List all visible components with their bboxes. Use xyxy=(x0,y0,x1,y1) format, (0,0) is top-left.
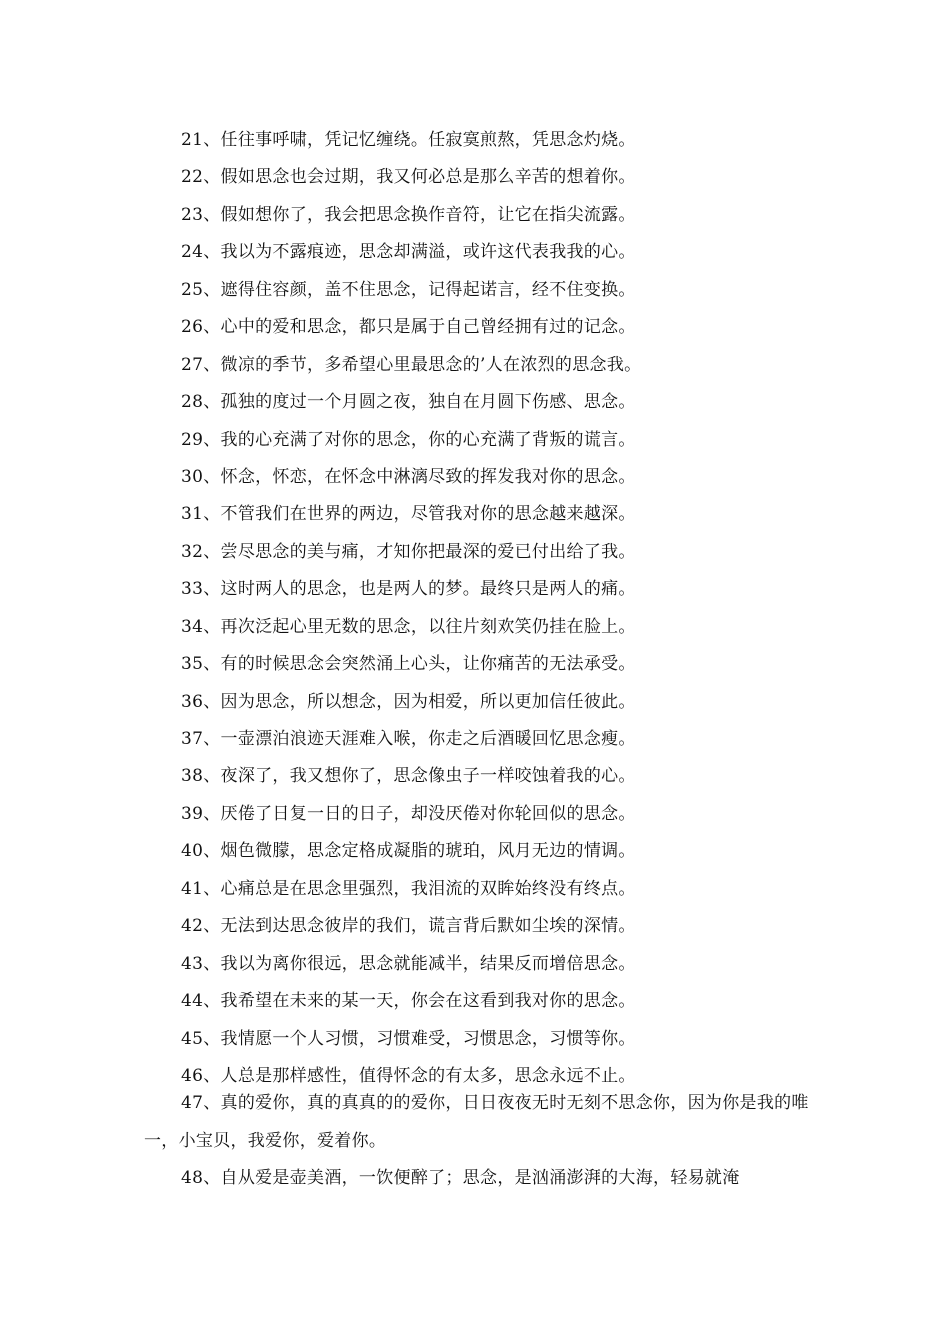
quote-line-33: 33、这时两人的思念，也是两人的梦。最终只是两人的痛。 xyxy=(181,579,636,600)
quote-line-39: 39、厌倦了日复一日的日子，却没厌倦对你轮回似的思念。 xyxy=(181,803,636,824)
quote-line-31: 31、不管我们在世界的两边，尽管我对你的思念越来越深。 xyxy=(181,504,636,525)
quote-line-26: 26、心中的爱和思念，都只是属于自己曾经拥有过的记念。 xyxy=(181,317,636,338)
quote-line-45: 45、我情愿一个人习惯，习惯难受，习惯思念，习惯等你。 xyxy=(181,1028,636,1049)
quote-line-22: 22、假如思念也会过期，我又何必总是那么辛苦的想着你。 xyxy=(181,167,636,188)
quote-line-36: 36、因为思念，所以想念，因为相爱，所以更加信任彼此。 xyxy=(181,691,636,712)
quote-line-43: 43、我以为离你很远，思念就能减半，结果反而增倍思念。 xyxy=(181,953,636,974)
quote-paragraph-47: 47、真的爱你，真的真真的的爱你，日日夜夜无时无刻不思念你，因为你是我的唯一，小宝贝，我爱你，爱着你。 xyxy=(144,1093,809,1151)
quote-line-35: 35、有的时候思念会突然涌上心头，让你痛苦的无法承受。 xyxy=(181,654,636,675)
quote-line-44: 44、我希望在未来的某一天，你会在这看到我对你的思念。 xyxy=(181,991,636,1012)
quote-line-30: 30、怀念，怀恋，在怀念中淋漓尽致的挥发我对你的思念。 xyxy=(181,466,636,487)
quote-line-42: 42、无法到达思念彼岸的我们，谎言背后默如尘埃的深情。 xyxy=(181,916,636,937)
quote-line-29: 29、我的心充满了对你的思念，你的心充满了背叛的谎言。 xyxy=(181,429,636,450)
quote-line-25: 25、遮得住容颜，盖不住思念，记得起诺言，经不住变换。 xyxy=(181,279,636,300)
quote-line-21: 21、任往事呼啸，凭记忆缠绕。任寂寞煎熬，凭思念灼烧。 xyxy=(181,130,636,150)
quote-line-37: 37、一壶漂泊浪迹天涯难入喉，你走之后酒暖回忆思念瘦。 xyxy=(181,729,636,749)
quote-list xyxy=(181,122,821,1095)
quote-line-23: 23、假如想你了，我会把思念换作音符，让它在指尖流露。 xyxy=(181,204,636,225)
quote-line-40: 40、烟色微朦，思念定格成凝脂的琥珀，风月无边的情调。 xyxy=(181,841,636,862)
quote-line-24: 24、我以为不露痕迹，思念却满溢，或许这代表我我的心。 xyxy=(181,242,636,263)
quote-paragraph-48: 48、自从爱是壶美酒，一饮便醉了；思念，是汹涌澎湃的大海，轻易就淹 xyxy=(181,1168,740,1188)
quote-line-27: 27、微凉的季节，多希望心里最思念的’人在浓烈的思念我。 xyxy=(181,354,642,375)
quote-line-28: 28、孤独的度过一个月圆之夜，独自在月圆下伤感、思念。 xyxy=(181,392,636,413)
quote-line-41: 41、心痛总是在思念里强烈，我泪流的双眸始终没有终点。 xyxy=(181,878,636,899)
quote-line-32: 32、尝尽思念的美与痛，才知你把最深的爱已付出给了我。 xyxy=(181,541,636,562)
quote-line-34: 34、再次泛起心里无数的思念，以往片刻欢笑仍挂在脸上。 xyxy=(181,616,636,637)
quote-line-46: 46、人总是那样感性，值得怀念的有太多，思念永远不止。 xyxy=(181,1065,636,1086)
quote-line-38: 38、夜深了，我又想你了，思念像虫子一样咬蚀着我的心。 xyxy=(181,766,636,787)
